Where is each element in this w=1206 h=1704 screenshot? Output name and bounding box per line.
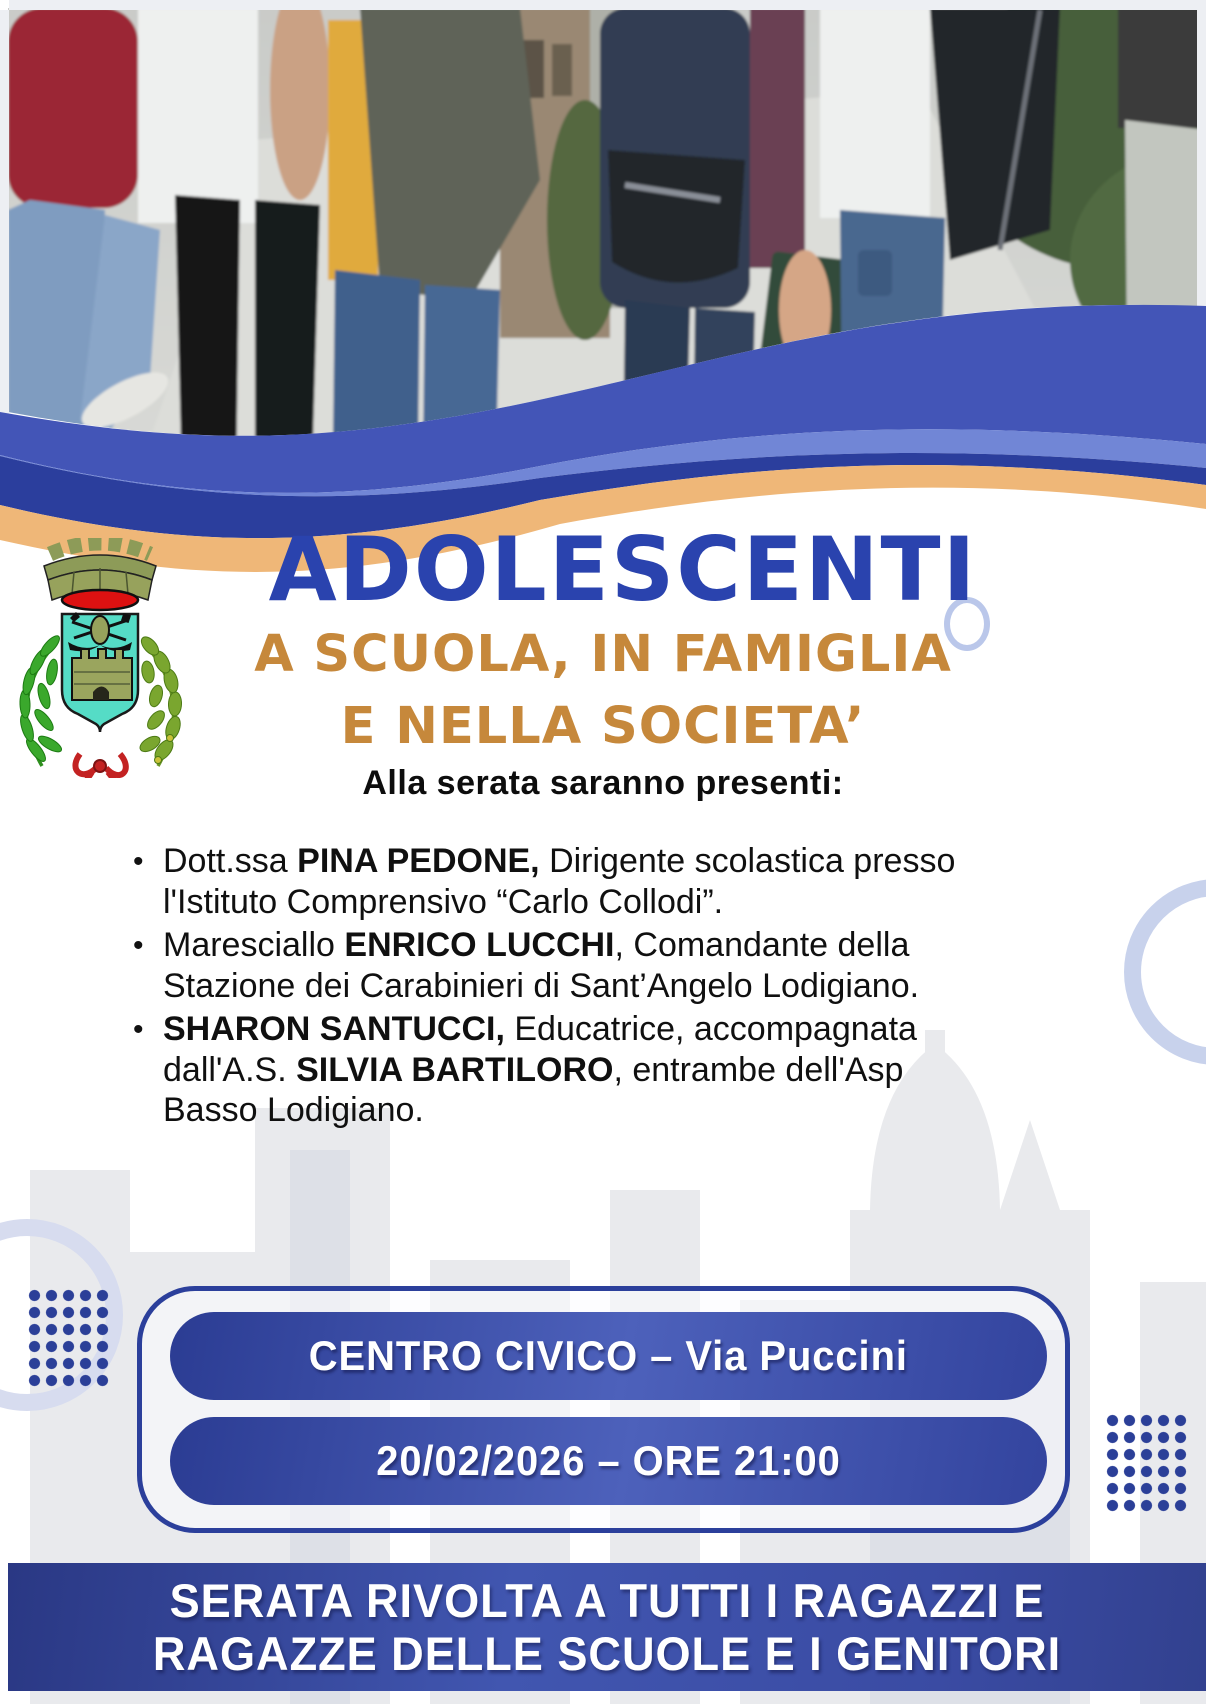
intro-line: Alla serata saranno presenti: bbox=[362, 764, 844, 802]
subtitle-line-2: E NELLA SOCIETA’ bbox=[340, 697, 866, 756]
list-item bbox=[128, 925, 988, 1006]
list-item bbox=[128, 841, 988, 922]
datetime-pill bbox=[170, 1417, 1047, 1505]
footer-line-1: SERATA RIVOLTA A TUTTI I RAGAZZI E bbox=[169, 1574, 1045, 1627]
building-window bbox=[552, 44, 572, 96]
page-title: ADOLESCENTI bbox=[268, 518, 978, 621]
event-info-box bbox=[137, 1286, 1070, 1533]
speakers-list bbox=[128, 841, 988, 1134]
speaker-entry: Dott.ssa PINA PEDONE, Dirigente scolastica presso l'Istituto Comprensivo “Carlo Collodi”. bbox=[163, 842, 956, 921]
plaid-shirt bbox=[750, 8, 805, 268]
footer-banner bbox=[8, 1563, 1206, 1691]
dark-jacket bbox=[1118, 8, 1206, 128]
list-item bbox=[128, 1009, 988, 1131]
venue-label: CENTRO CIVICO – Via Puccini bbox=[308, 1332, 909, 1379]
speaker-entry: SHARON SANTUCCI, Educatrice, accompagnata dall'A.S. SILVIA BARTILORO, entrambe dell'Asp Basso Lodigiano. bbox=[163, 1010, 917, 1129]
speaker-entry: Maresciallo ENRICO LUCCHI, Comandante della Stazione dei Carabinieri di Sant’Angelo Lodigiano. bbox=[163, 926, 920, 1005]
datetime-label: 20/02/2026 – ORE 21:00 bbox=[376, 1437, 841, 1484]
cathedral-spire bbox=[1000, 1120, 1060, 1210]
bullet-icon: • bbox=[133, 1013, 144, 1046]
white-shirt bbox=[138, 8, 258, 223]
white-shirt bbox=[820, 8, 930, 218]
jeans-pocket bbox=[858, 250, 892, 296]
red-backpack bbox=[8, 8, 138, 208]
subtitle-line-1: A SCUOLA, IN FAMIGLIA bbox=[254, 625, 952, 684]
black-bag bbox=[930, 8, 1060, 260]
footer-line-2: RAGAZZE DELLE SCUOLE E I GENITORI bbox=[152, 1627, 1062, 1680]
laurel-branch bbox=[18, 633, 64, 766]
dot-grid-left bbox=[26, 1287, 112, 1389]
backpack-flap bbox=[608, 150, 745, 283]
hero-photo-and-wave bbox=[0, 0, 1206, 580]
bullet-icon: • bbox=[133, 845, 144, 878]
dot-grid-right bbox=[1104, 1412, 1190, 1514]
bullet-icon: • bbox=[133, 929, 144, 962]
venue-pill bbox=[170, 1312, 1047, 1400]
